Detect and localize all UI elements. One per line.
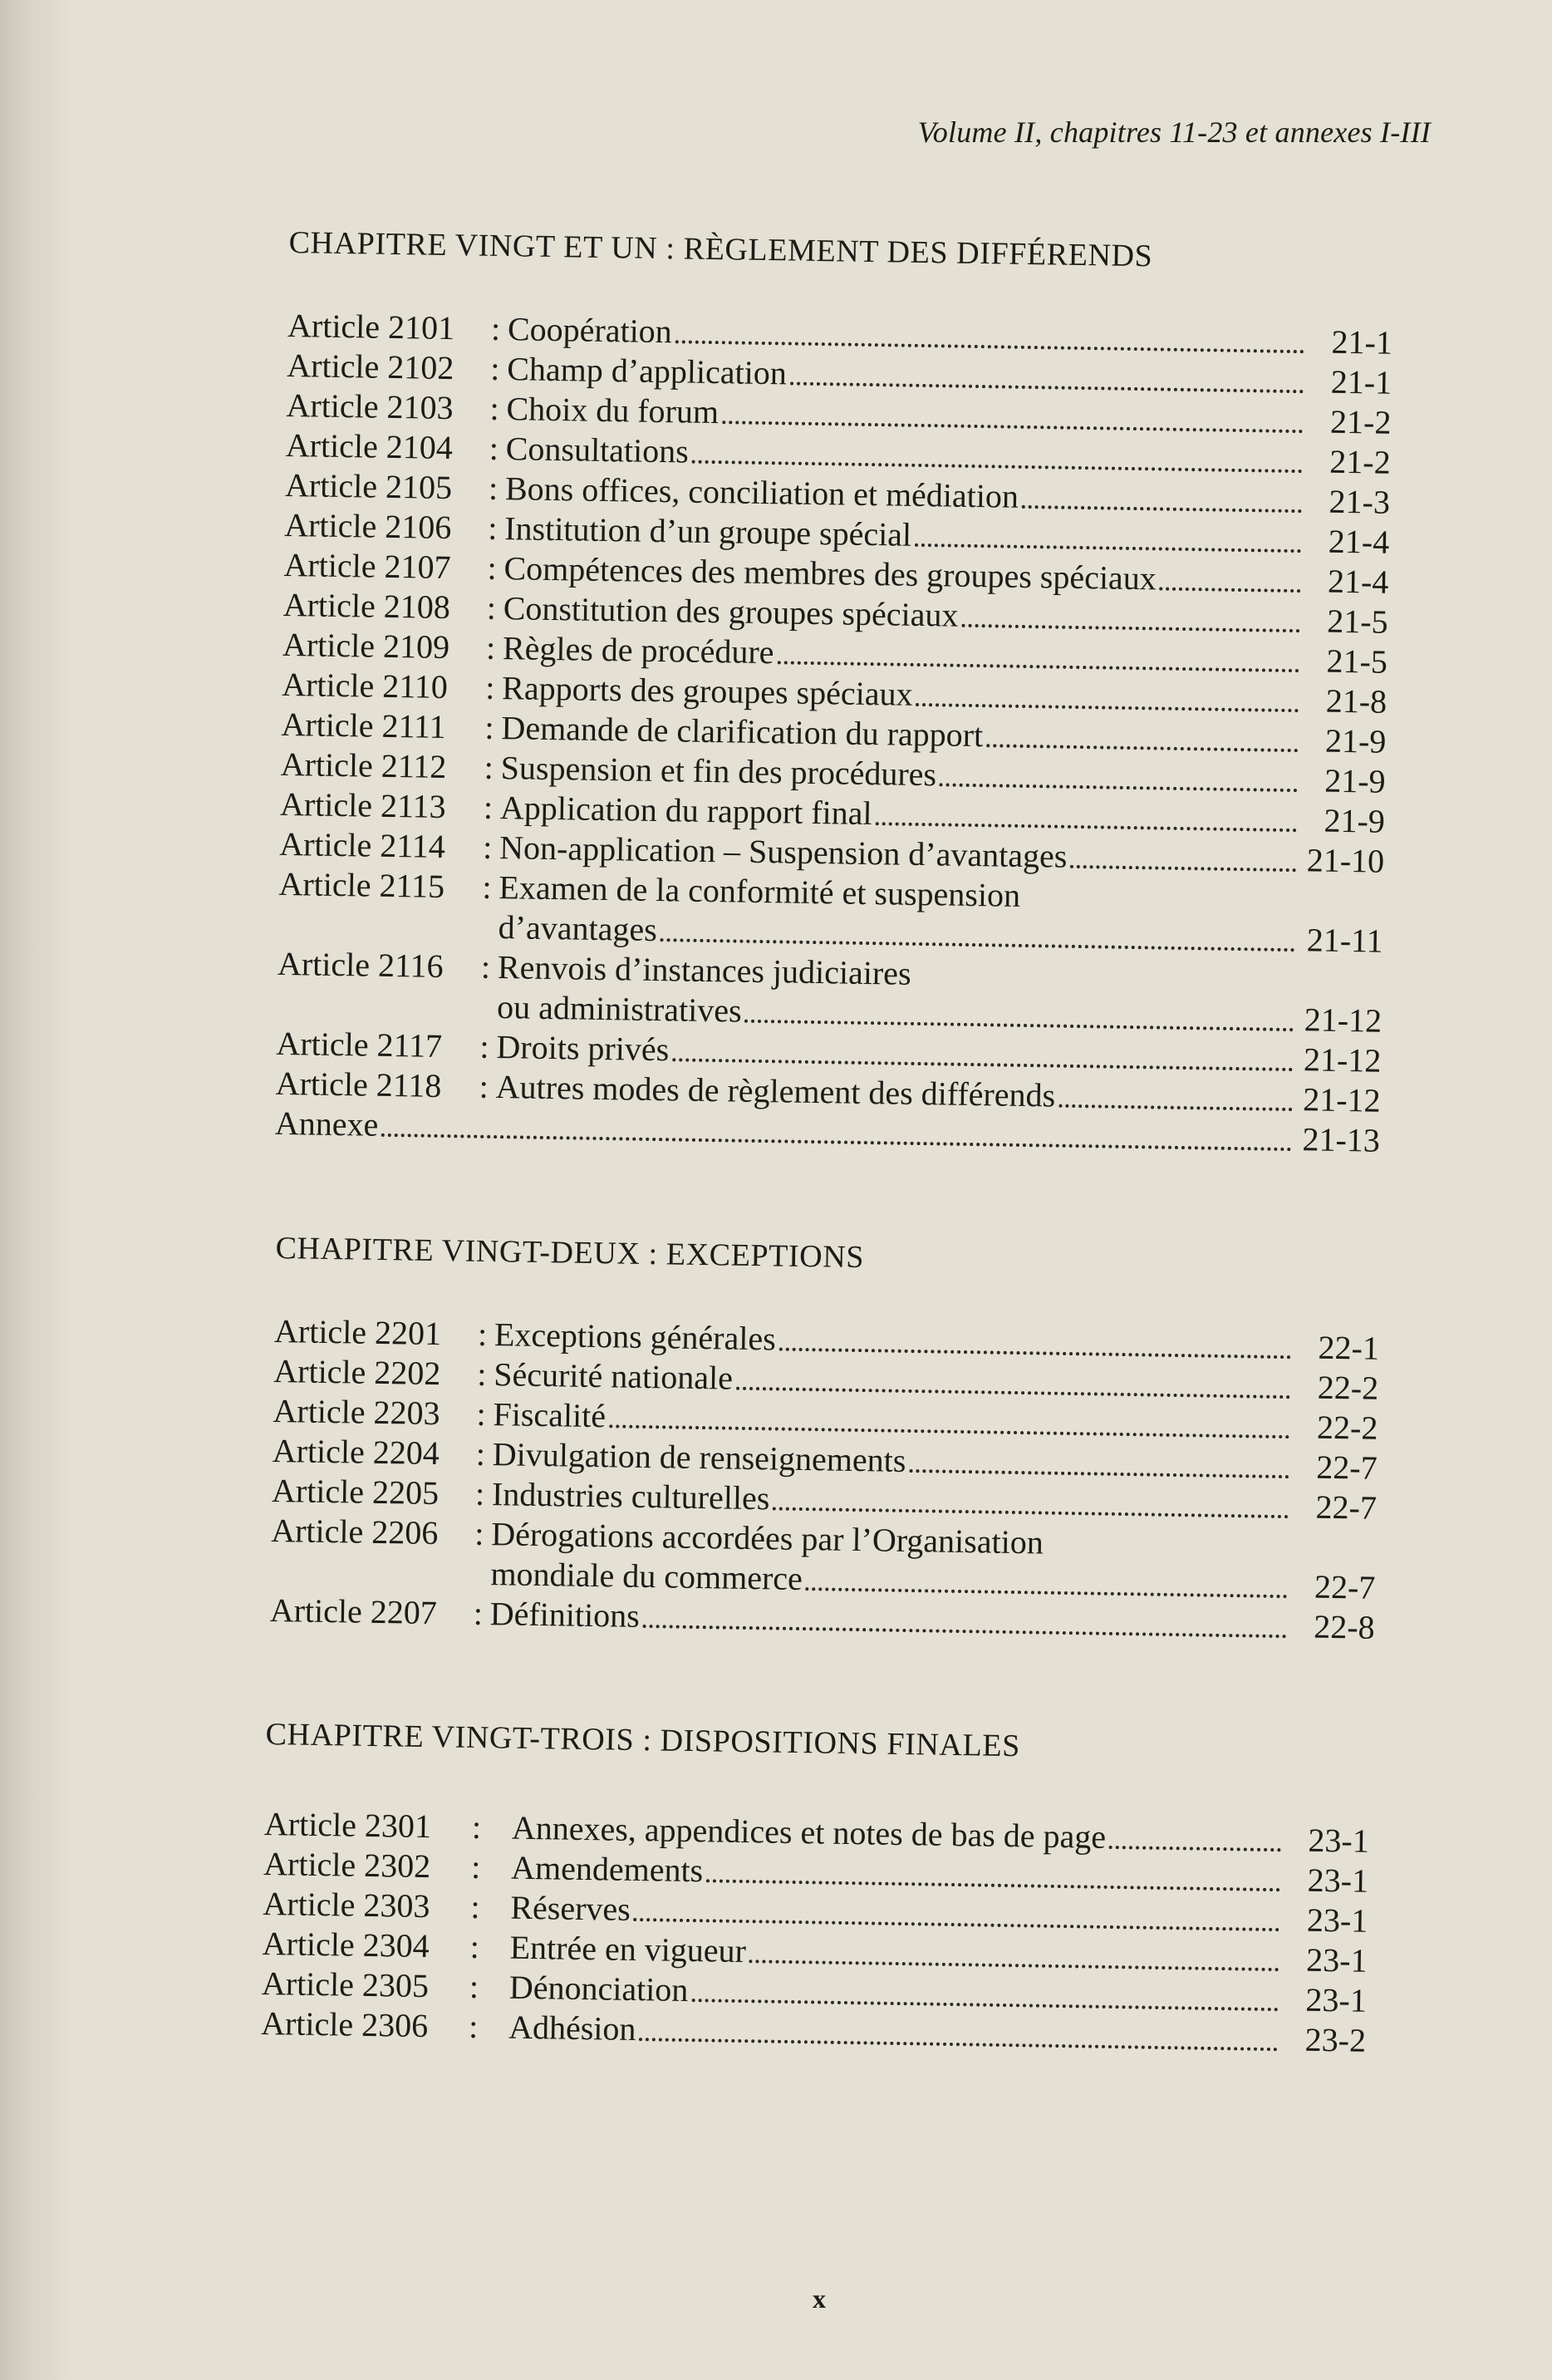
dot-leader [1070,865,1296,872]
separator-colon: : [483,788,494,826]
page-ref: 22-1 [1318,1328,1380,1367]
dot-leader [773,1507,1289,1518]
article-title: Coopération [507,310,673,351]
separator-colon: : [477,1315,488,1354]
article-number: Article 2202 [273,1351,441,1393]
separator-colon: : [487,548,498,587]
article-number: Article 2305 [261,1964,430,2005]
page-ref: 22-7 [1314,1567,1376,1606]
separator-colon: : [482,868,492,906]
article-number: Article 2302 [263,1844,431,1886]
article-number: Article 2101 [287,306,455,347]
page-ref: 21-5 [1326,642,1388,681]
page-ref: 22-2 [1316,1408,1378,1447]
separator-colon: : [474,1474,485,1512]
dot-leader [749,1960,1279,1971]
page-ref: 23-1 [1308,1821,1370,1860]
article-number: Article 2112 [280,745,447,786]
article-number: Article 2103 [286,386,454,427]
article-title: Consultations [505,430,690,470]
article-title: Annexe [274,1104,379,1143]
article-title: Constitution des groupes spéciaux [503,589,959,634]
page-ref: 23-1 [1307,1861,1369,1900]
article-title: Rapports des groupes spéciaux [501,669,913,713]
article-title: Demande de clarification du rapport [501,709,984,755]
article-title: Compétences des membres des groupes spéciaux [503,549,1157,597]
page-ref: 21-1 [1330,362,1392,401]
article-title: Suspension et fin des procédures [500,749,937,794]
page-ref: 21-5 [1326,602,1389,641]
separator-colon: : [485,628,496,666]
article-title: Divulgation de renseignements [492,1435,906,1479]
separator-colon: : [484,748,494,786]
separator-colon: : [489,429,499,467]
article-number: Article 2116 [277,944,444,986]
toc-list [269,1311,1379,1648]
article-number: Article 2301 [263,1804,432,1846]
separator-colon: : [471,1807,482,1846]
article-title: Annexes, appendices et notes de bas de page [511,1808,1107,1856]
separator-colon: : [487,509,498,547]
article-title: Amendements [510,1848,704,1890]
article-number: Article 2114 [278,824,446,866]
separator-colon: : [474,1514,484,1552]
chapter-22-section [269,1230,1380,1648]
article-number: Article 2206 [270,1511,439,1552]
dot-leader [961,624,1299,632]
dot-leader [661,938,1295,952]
separator-colon: : [488,469,499,507]
separator-colon: : [476,1394,487,1433]
separator-colon: : [476,1355,487,1393]
separator-colon: : [470,1847,481,1886]
page-ref: 21-1 [1331,322,1393,361]
page-ref: 21-10 [1306,841,1385,880]
page-number: x [813,2284,826,2314]
article-number: Article 2303 [263,1884,430,1925]
toc-list [261,1804,1369,2061]
article-title: Non-application – Suspension d’avantages [499,829,1068,875]
article-number: Article 2111 [281,705,446,746]
separator-colon: : [480,947,491,986]
page-ref: 22-2 [1317,1368,1379,1407]
article-title: Définitions [489,1595,641,1635]
article-number: Article 2304 [262,1924,430,1965]
page-ref: 22-7 [1315,1448,1378,1487]
dot-leader [777,661,1299,672]
article-number: Article 2104 [285,425,454,467]
dot-leader [706,1879,1280,1891]
page-ref: 22-7 [1315,1488,1378,1527]
page-ref: 21-3 [1329,482,1391,521]
dot-leader [1058,1104,1293,1111]
page-ref: 21-4 [1328,522,1390,561]
article-title: Autres modes de règlement des différends [495,1068,1056,1114]
separator-colon: : [469,1967,479,2006]
separator-colon: : [484,708,494,746]
separator-colon: : [473,1594,484,1632]
article-title: Application du rapport final [499,789,872,833]
separator-colon: : [479,1067,489,1105]
page-ref: 21-9 [1324,761,1386,800]
article-title: Exceptions générales [494,1315,777,1358]
article-number: Article 2113 [279,784,446,826]
dot-leader [722,420,1303,433]
article-number: Article 2102 [286,346,454,387]
page-ref: 23-2 [1304,2020,1367,2059]
dot-leader [1022,505,1302,513]
article-title-continued: mondiale du commerce [490,1555,803,1598]
dot-leader [790,381,1304,393]
page-ref: 21-12 [1304,1001,1383,1040]
dot-leader [875,822,1296,832]
dot-leader [986,744,1298,752]
article-title: Dérogations accordées par l’Organisation [490,1515,1044,1561]
chapter-title: CHAPITRE VINGT-TROIS : DISPOSITIONS FINALES [265,1716,1021,1764]
page-ref: 21-4 [1327,562,1389,601]
page-ref: 21-9 [1324,721,1387,760]
article-title: Fiscalité [493,1395,607,1435]
article-number: Article 2207 [269,1591,438,1632]
dot-leader [744,1020,1294,1031]
article-title: Industries culturelles [491,1475,770,1517]
dot-leader [634,1918,1280,1931]
separator-colon: : [484,668,495,706]
article-number: Article 2109 [282,625,450,666]
article-number: Article 2306 [260,2004,429,2045]
page-ref: 22-8 [1313,1607,1376,1646]
article-title: Règles de procédure [502,629,774,671]
article-number: Article 2205 [271,1471,440,1512]
chapter-title: CHAPITRE VINGT-DEUX : EXCEPTIONS [275,1230,865,1276]
separator-colon: : [486,588,497,627]
separator-colon: : [489,389,500,427]
article-title-continued: ou administratives [496,988,742,1030]
separator-colon: : [482,828,493,866]
article-number: Article 2201 [273,1311,442,1353]
separator-colon: : [490,309,501,348]
dot-leader [639,2038,1278,2051]
article-number: Article 2108 [282,585,451,627]
separator-colon: : [470,1887,480,1926]
article-number: Article 2115 [278,864,445,906]
article-title: Sécurité nationale [493,1355,734,1397]
dot-leader [609,1424,1289,1438]
page-ref: 21-11 [1306,921,1383,960]
article-number: Article 2203 [273,1391,440,1433]
article-number: Article 2117 [276,1024,443,1065]
article-number: Article 2118 [275,1064,442,1105]
article-title: Examen de la conformité et suspension [499,868,1021,914]
dot-leader [806,1587,1288,1598]
chapter-23-section [261,1716,1371,2061]
dot-leader [675,340,1304,353]
dot-leader [643,1625,1287,1638]
running-header: Volume II, chapitres 11-23 et annexes I-III [917,116,1431,149]
separator-colon: : [489,349,500,387]
separator-colon: : [475,1434,486,1473]
page-ref: 21-2 [1329,402,1392,441]
article-title: Choix du forum [506,390,720,431]
chapter-title: CHAPITRE VINGT ET UN : RÈGLEMENT DES DIFFÉRENDS [288,224,1153,274]
page-ref: 21-2 [1329,442,1392,481]
separator-colon: : [468,2007,479,2046]
article-number: Article 2110 [281,665,449,706]
article-title: Bons offices, conciliation et médiation [504,470,1019,515]
article-title: Champ d’application [506,350,788,392]
page-ref: 21-8 [1325,681,1387,720]
page-ref: 21-12 [1302,1080,1381,1119]
chapter-21-section [275,224,1394,1161]
separator-colon: : [469,1927,480,1966]
dot-leader [909,1469,1289,1478]
article-title: Entrée en vigueur [509,1928,747,1970]
article-title-continued: d’avantages [498,908,658,949]
page-binding-shadow [0,0,75,2380]
article-title: Droits privés [496,1028,670,1069]
article-title: Réserves [510,1888,631,1928]
page-ref: 21-9 [1324,801,1386,840]
dot-leader [1109,1846,1281,1851]
article-title: Renvois d’instances judiciaires [497,948,911,992]
page-ref: 23-1 [1305,1980,1368,2019]
dot-leader [692,460,1303,474]
dot-leader [779,1348,1291,1360]
article-number: Article 2107 [283,545,451,587]
separator-colon: : [479,1027,489,1065]
dot-leader [736,1387,1290,1399]
dot-leader [1160,588,1301,593]
dot-leader [381,1133,1292,1151]
page-ref: 21-12 [1303,1040,1382,1079]
article-title: Institution d’un groupe spécial [503,509,912,553]
toc-list [275,306,1393,1161]
page-ref: 21-13 [1302,1120,1381,1159]
page-ref: 23-1 [1305,1940,1368,1979]
dot-leader [940,783,1298,792]
article-title: Adhésion [508,2008,636,2048]
article-number: Article 2105 [284,465,453,507]
dot-leader [691,1999,1278,2011]
page-ref: 23-1 [1306,1901,1368,1940]
dot-leader [916,703,1299,712]
article-title: Dénonciation [508,1968,689,2009]
dot-leader [672,1058,1293,1071]
article-number: Article 2204 [272,1431,440,1473]
article-number: Article 2106 [283,505,452,547]
dot-leader [915,543,1301,553]
